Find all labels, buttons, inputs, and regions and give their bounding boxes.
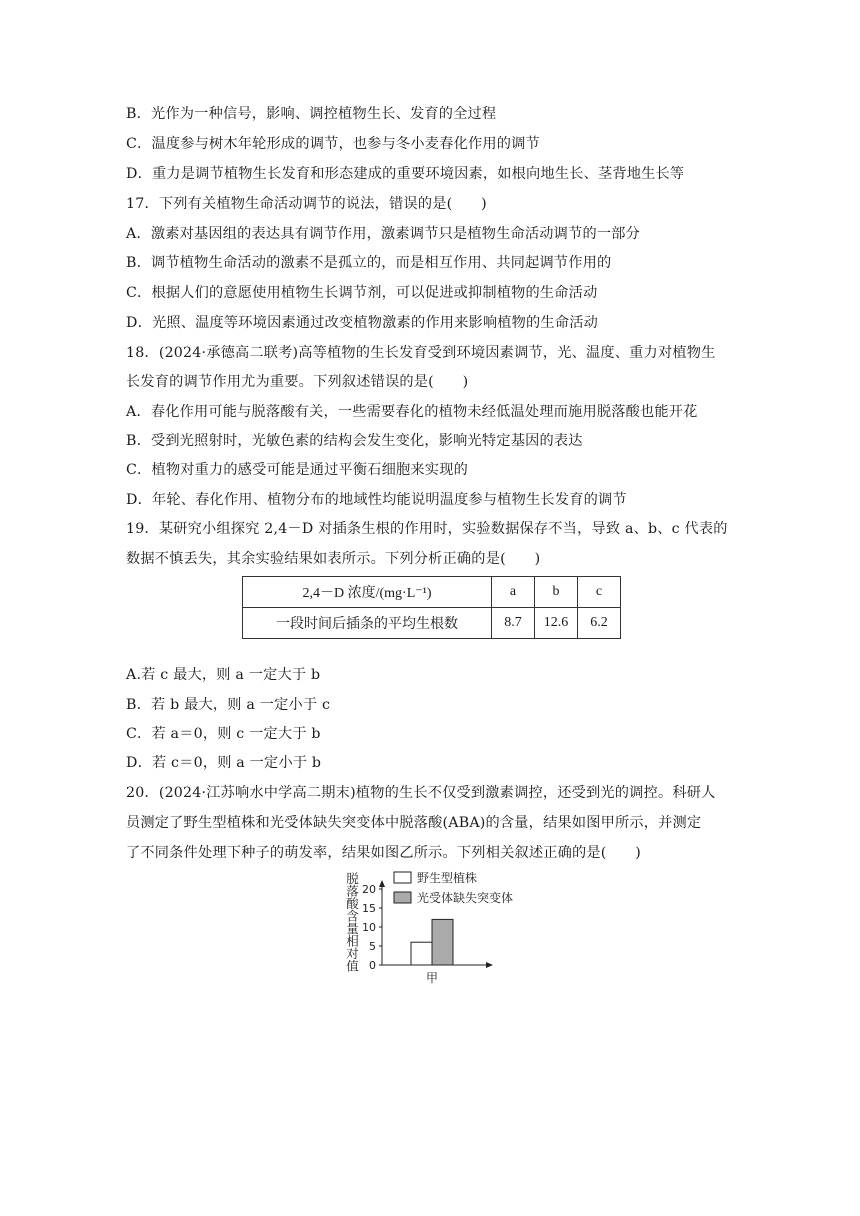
q19-option-b: B．若 b 最大，则 a 一定小于 c [126,697,331,713]
q19-stem-line1: 19．某研究小组探究 2,4－D 对插条生根的作用时，实验数据保存不当，导致 a、b、c 代表的 [126,521,728,537]
q19-option-c: C．若 a＝0，则 c 一定大于 b [126,726,321,742]
y-tick-label: 5 [369,940,376,953]
y-tick-label: 20 [362,883,376,896]
y-tick-label: 15 [362,902,376,915]
q20-stem-line3: 了不同条件处理下种子的萌发率，结果如图乙所示。下列相关叙述正确的是( ) [126,845,642,861]
y-tick-label: 10 [362,921,376,934]
legend-swatch [394,892,411,903]
legend-label: 野生型植株 [417,871,478,885]
legend-label: 光受体缺失突变体 [417,891,514,905]
y-axis-arrow [379,880,385,887]
table-cell: c [578,577,621,608]
q18-option-c: C．植物对重力的感受可能是通过平衡石细胞来实现的 [126,462,468,478]
experiment-table [242,576,621,639]
q18-option-d: D．年轮、春化作用、植物分布的地域性均能说明温度参与植物生长发育的调节 [126,492,627,508]
x-axis-arrow [486,962,493,968]
aba-bar-chart [338,864,538,988]
bar-mutant [432,919,453,965]
q17-option-b: B．调节植物生命活动的激素不是孤立的，而是相互作用、共同起调节作用的 [126,255,612,271]
q19-option-a: A.若 c 最大，则 a 一定大于 b [126,667,321,683]
q17-option-d: D．光照、温度等环境因素通过改变植物激素的作用来影响植物的生命活动 [126,315,598,331]
table-cell: b [535,577,578,608]
table-cell: 2,4－D 浓度/(mg·L⁻¹) [243,577,492,608]
table-row [243,608,621,639]
table-cell: 12.6 [535,608,578,639]
q17-option-a: A．激素对基因组的表达具有调节作用，激素调节只是植物生命活动调节的一部分 [126,226,641,242]
q16-option-d: D．重力是调节植物生长发育和形态建成的重要环境因素，如根向地生长、茎背地生长等 [126,166,685,182]
q18-option-a: A．春化作用可能与脱落酸有关，一些需要春化的植物未经低温处理而施用脱落酸也能开花 [126,404,698,420]
q19-option-d: D．若 c＝0，则 a 一定小于 b [126,755,322,771]
x-category-label: 甲 [425,971,439,985]
q17-stem: 17．下列有关植物生命活动调节的说法，错误的是( ) [126,196,487,212]
table-cell: 8.7 [492,608,535,639]
q17-option-c: C．根据人们的意愿使用植物生长调节剂，可以促进或抑制植物的生命活动 [126,285,598,301]
legend-swatch [394,872,411,883]
table-cell: a [492,577,535,608]
q20-stem-line1: 20．(2024·江苏响水中学高二期末)植物的生长不仅受到激素调控，还受到光的调控。科研人 [126,785,716,801]
bar-wild-type [411,942,432,965]
q18-stem-line2: 长发育的调节作用尤为重要。下列叙述错误的是( ) [126,374,469,390]
q20-stem-line2: 员测定了野生型植株和光受体缺失突变体中脱落酸(ABA)的含量，结果如图甲所示，并测定 [126,815,702,831]
table-cell: 6.2 [578,608,621,639]
table-row [243,577,621,608]
q16-option-c: C．温度参与树木年轮形成的调节，也参与冬小麦春化作用的调节 [126,136,540,152]
q18-stem-line1: 18．(2024·承德高二联考)高等植物的生长发育受到环境因素调节，光、温度、重力对植物生 [126,345,716,361]
q19-stem-line2: 数据不慎丢失，其余实验结果如表所示。下列分析正确的是( ) [126,551,541,567]
y-axis-label: 脱落酸含量相对值 [344,872,360,972]
q16-option-b: B．光作为一种信号，影响、调控植物生长、发育的全过程 [126,106,497,122]
table-cell: 一段时间后插条的平均生根数 [243,608,492,639]
q18-option-b: B．受到光照射时，光敏色素的结构会发生变化，影响光特定基因的表达 [126,433,583,449]
y-tick-label: 0 [369,959,376,972]
